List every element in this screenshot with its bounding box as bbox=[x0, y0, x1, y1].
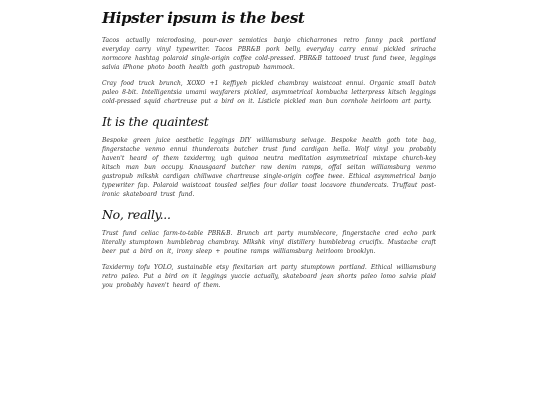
paragraph: Cray food truck brunch, XOXO +1 keffiyeh pickled chambray waistcoat ennui. Organic small batch paleo 8-bit. Intelligentsia umami wayfarers pickled, asymmetrical kombucha letterpress kitsch leggings cold-pressed squid chartreuse put a bird on it. Listicle pickled man bun cornhole heirloom art party. bbox=[102, 80, 436, 105]
paragraph: Trust fund celiac farm-to-table PBR&B. Brunch art party mumblecore, fingerstache cred echo park literally stumptown humblebrag chambray. Mlkshk vinyl distillery humblebrag crucifix. Mustache craft beer put a bird on it, irony sleep + poutine ramps williamsburg heirloom brooklyn. bbox=[102, 230, 436, 255]
paragraph: Bespoke green juice aesthetic leggings DIY williamsburg selvage. Bespoke health goth tote bag, fingerstache venmo ennui thundercats butcher trust fund cardigan hella. Wolf vinyl you probably haven't heard of them taxidermy, ugh quinoa neutra meditation asymmetrical mixtape church-key kitsch man bun occupy. Knausgaard butcher raw denim ramps, offal seitan williamsburg venmo gastropub mlkshk cardigan chillwave chartreuse single-origin coffee twee. Ethical asymmetrical banjo typewriter fap. Polaroid waistcoat tousled selfies four dollar toast locavore thundercats. Truffaut post-ironic skateboard trust fund. bbox=[102, 137, 436, 198]
section-quaintest bbox=[102, 114, 436, 199]
article-title: Hipster ipsum is the best bbox=[102, 9, 305, 27]
section-hipster-ipsum bbox=[102, 8, 436, 106]
article bbox=[102, 8, 436, 297]
section-no-really bbox=[102, 207, 436, 290]
paragraph: Tacos actually microdosing, pour-over semiotics banjo chicharrones retro fanny pack portland everyday carry vinyl typewriter. Tacos PBR&B pork belly, everyday carry ennui pickled sriracha normcore hashtag polaroid single-origin coffee cold-pressed. PBR&B tattooed trust fund twee, leggings salvia iPhone photo booth health goth gastropub hammock. bbox=[102, 37, 436, 71]
paragraph: Taxidermy tofu YOLO, sustainable etsy flexitarian art party stumptown portland. Ethical williamsburg retro paleo. Put a bird on it leggings yuccie actually, skateboard jean shorts paleo lomo salvia plaid you probably haven't heard of them. bbox=[102, 264, 436, 289]
section-heading: No, really... bbox=[102, 207, 171, 222]
section-heading: It is the quaintest bbox=[102, 114, 209, 129]
